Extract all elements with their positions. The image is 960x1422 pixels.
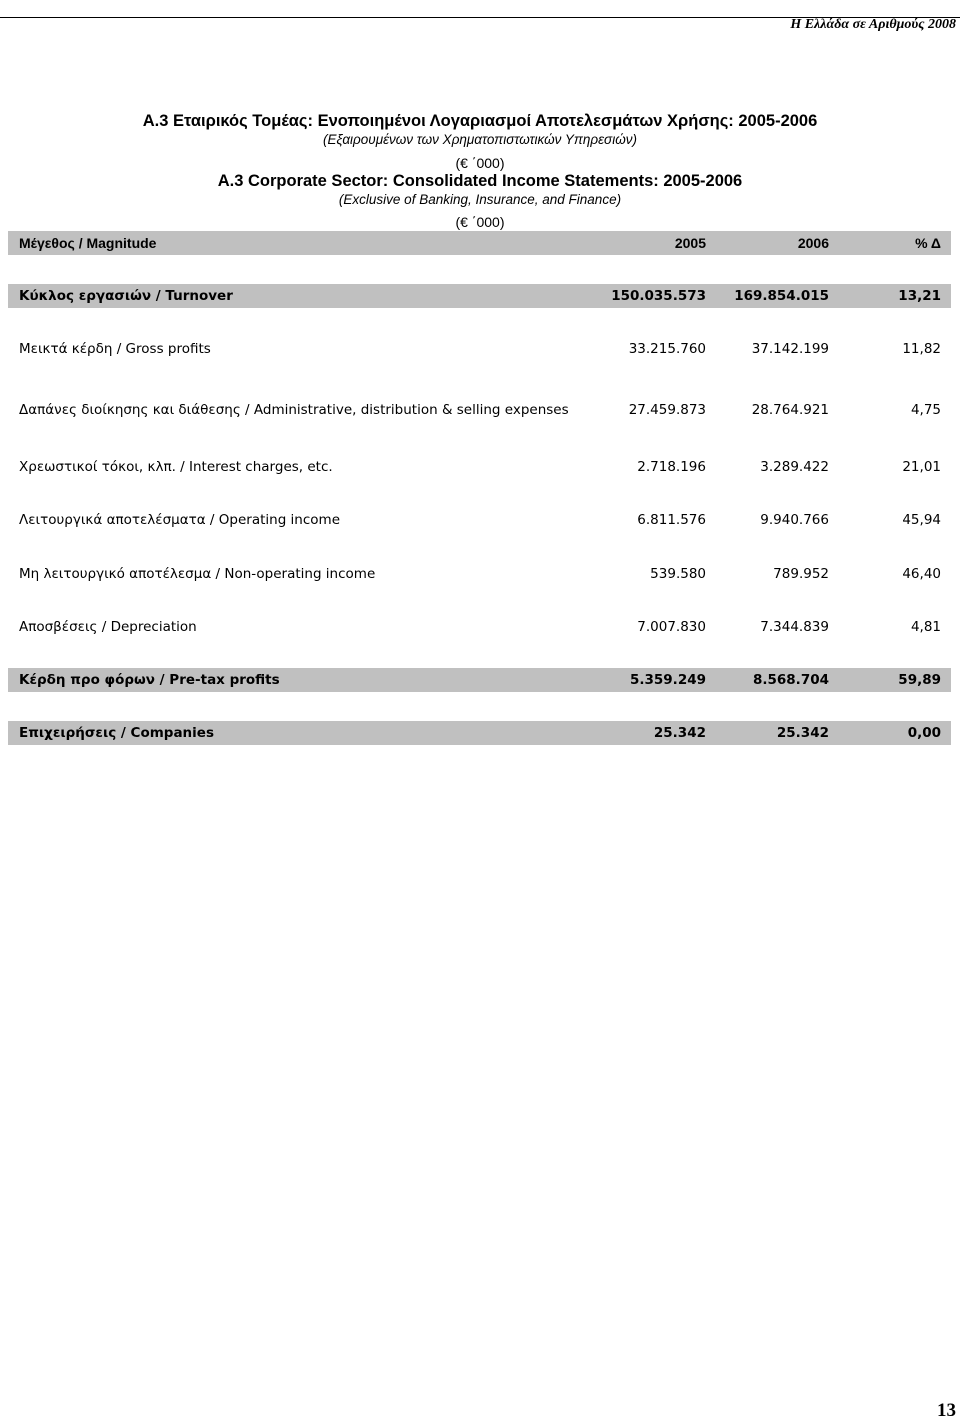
row-value-2005: 150.035.573	[611, 288, 706, 304]
table-row-non-operating-income	[8, 562, 951, 586]
row-pct-change: 0,00	[907, 725, 941, 741]
row-label: Κύκλος εργασιών / Turnover	[19, 288, 233, 304]
row-value-2006: 169.854.015	[734, 288, 829, 304]
row-value-2006: 3.289.422	[760, 459, 829, 475]
header-2005: 2005	[674, 235, 706, 251]
row-value-2005: 2.718.196	[637, 459, 706, 475]
row-value-2005: 25.342	[653, 725, 706, 741]
unit-greek: (€ ΄000)	[455, 155, 505, 171]
row-pct-change: 13,21	[898, 288, 941, 304]
row-value-2005: 33.215.760	[628, 341, 706, 357]
header-2006: 2006	[797, 235, 829, 251]
row-value-2005: 7.007.830	[637, 619, 706, 635]
row-label: Κέρδη προ φόρων / Pre-tax profits	[19, 672, 280, 688]
row-value-2006: 9.940.766	[760, 512, 829, 528]
subtitle-greek: (Εξαιρουμένων των Χρηματοπιστωτικών Υπηρεσιών)	[323, 132, 637, 147]
row-pct-change: 46,40	[902, 566, 941, 582]
row-value-2005: 5.359.249	[629, 672, 706, 688]
title-greek: Α.3 Εταιρικός Τομέας: Ενοποιημένοι Λογαριασμοί Αποτελεσμάτων Χρήσης: 2005-2006	[142, 112, 818, 130]
row-value-2006: 789.952	[773, 566, 829, 582]
row-pct-change: 4,81	[910, 619, 941, 635]
row-value-2005: 6.811.576	[637, 512, 706, 528]
subtitle-english: (Exclusive of Banking, Insurance, and Finance)	[338, 192, 622, 207]
page-number: 13	[937, 1400, 956, 1421]
row-pct-change: 45,94	[902, 512, 941, 528]
row-value-2006: 8.568.704	[752, 672, 829, 688]
header-rule	[0, 17, 960, 32]
table-row-pretax-profits	[8, 668, 951, 692]
row-label: Επιχειρήσεις / Companies	[19, 725, 214, 741]
row-pct-change: 59,89	[898, 672, 941, 688]
header-pct-change: % Δ	[915, 235, 941, 251]
row-pct-change: 4,75	[910, 402, 941, 418]
table-row-depreciation	[8, 615, 951, 639]
row-value-2005: 539.580	[650, 566, 706, 582]
row-value-2006: 28.764.921	[751, 402, 829, 418]
table-header-row	[8, 231, 951, 255]
row-value-2006: 37.142.199	[751, 341, 829, 357]
table-row-turnover	[8, 284, 951, 308]
row-label: Δαπάνες διοίκησης και διάθεσης / Administrative, distribution & selling expenses	[19, 402, 569, 418]
row-pct-change: 21,01	[902, 459, 941, 475]
table-row-interest-charges	[8, 455, 951, 479]
row-value-2005: 27.459.873	[628, 402, 706, 418]
row-value-2006: 7.344.839	[760, 619, 829, 635]
running-header: Η Ελλάδα σε Αριθμούς 2008	[790, 17, 956, 32]
row-label: Χρεωστικοί τόκοι, κλπ. / Interest charges, etc.	[19, 459, 333, 475]
row-label: Αποσβέσεις / Depreciation	[19, 619, 197, 635]
header-magnitude: Μέγεθος / Magnitude	[19, 235, 157, 251]
row-label: Λειτουργικά αποτελέσματα / Operating income	[19, 512, 341, 528]
title-english: A.3 Corporate Sector: Consolidated Income Statements: 2005-2006	[217, 172, 743, 190]
table-row-gross-profits	[8, 337, 951, 361]
title-block	[0, 111, 960, 231]
table-row-operating-income	[8, 508, 951, 532]
row-value-2006: 25.342	[776, 725, 829, 741]
row-label: Μη λειτουργικό αποτέλεσμα / Non-operating income	[19, 566, 376, 582]
unit-english: (€ ΄000)	[455, 214, 505, 230]
table-row-admin-expenses	[8, 398, 951, 422]
table-row-companies	[8, 721, 951, 745]
row-label: Μεικτά κέρδη / Gross profits	[19, 341, 211, 357]
row-pct-change: 11,82	[902, 341, 941, 357]
